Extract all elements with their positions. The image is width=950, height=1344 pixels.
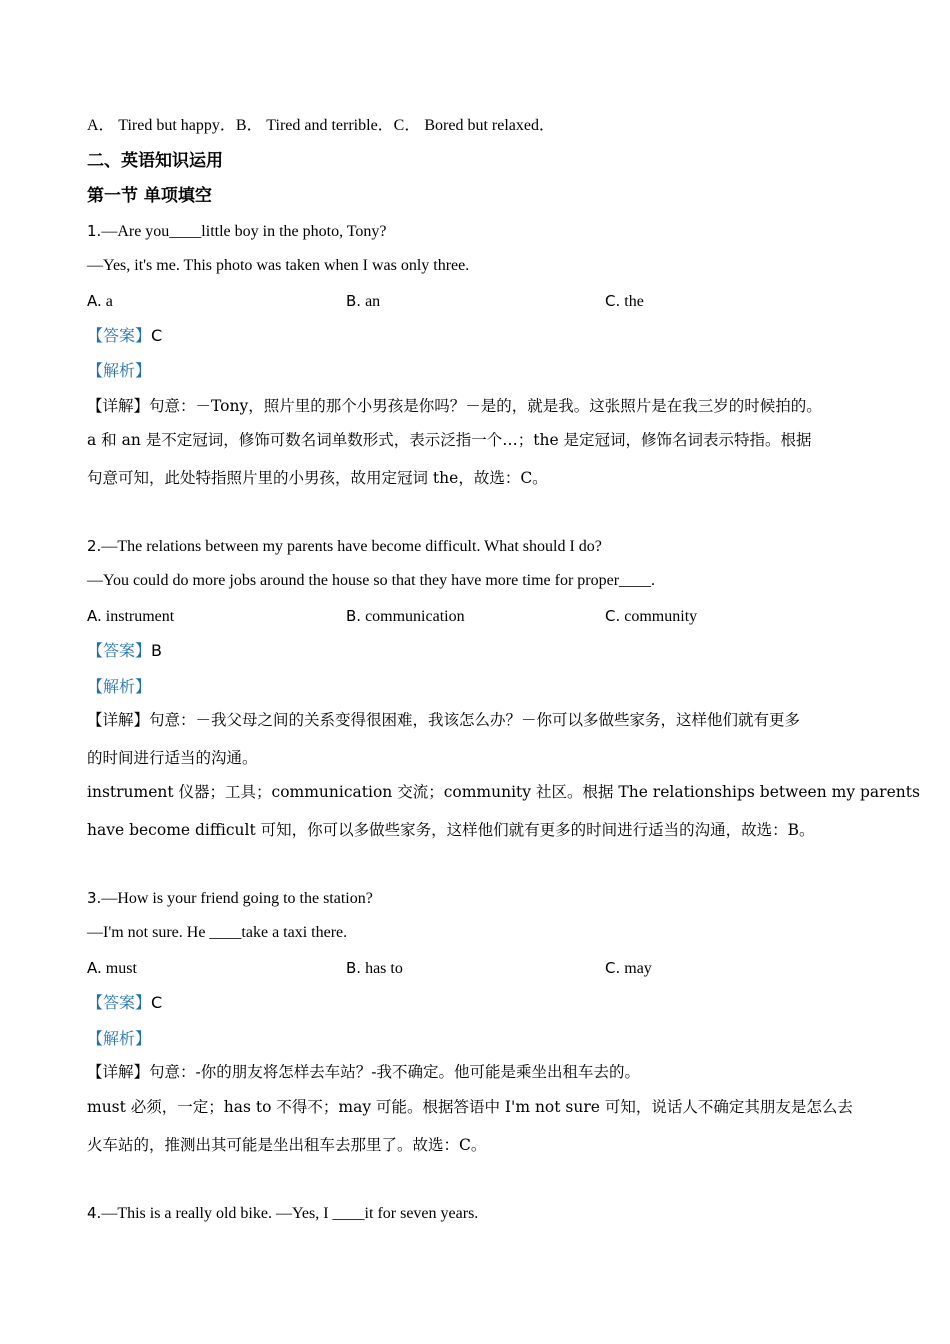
option-c: C. community xyxy=(605,607,698,625)
question-3-detail-1: 【详解】句意：-你的朋友将怎样去车站？-我不确定。他可能是乘坐出租车去的。 xyxy=(87,1063,640,1081)
question-2-detail-4: have become difficult 可知，你可以多做些家务，这样他们就有更多的时间进行适当的沟通，故选：B。 xyxy=(87,821,815,839)
question-2-detail-3: instrument 仪器；工具；communication 交流；community 社区。根据 The relationships between my parents xyxy=(87,783,920,801)
section-title: 二、英语知识运用 xyxy=(87,151,223,171)
question-3-stem: 3.—How is your friend going to the station? xyxy=(87,889,373,907)
question-number: 1. xyxy=(87,222,102,240)
question-number: 3. xyxy=(87,889,102,907)
question-2-analysis-label: 【解析】 xyxy=(87,677,152,696)
question-3-options xyxy=(87,958,877,978)
question-3-analysis-label: 【解析】 xyxy=(87,1029,152,1048)
question-3-answer: 【答案】C xyxy=(87,993,163,1012)
option-b: B. has to xyxy=(346,959,403,977)
question-3-detail-3: 火车站的，推测出其可能是坐出租车去那里了。故选：C。 xyxy=(87,1136,487,1154)
question-3-line-2: —I'm not sure. He ____take a taxi there. xyxy=(87,924,348,941)
question-1-detail-1: 【详解】句意：－Tony，照片里的那个小男孩是你吗？－是的，就是我。这张照片是在我三岁的时候拍的。 xyxy=(87,397,822,415)
option-c: C. may xyxy=(605,959,652,977)
question-1-detail-2: a 和 an 是不定冠词，修饰可数名词单数形式，表示泛指一个…；the 是定冠词，修饰名词表示特指。根据 xyxy=(87,431,812,449)
question-4-stem: 4.—This is a really old bike. —Yes, I ____it for seven years. xyxy=(87,1204,479,1222)
question-2-answer: 【答案】B xyxy=(87,641,162,660)
question-1-line-2: —Yes, it's me. This photo was taken when I was only three. xyxy=(87,257,470,274)
question-2-detail-1: 【详解】句意：－我父母之间的关系变得很困难，我该怎么办？－你可以多做些家务，这样他们就有更多 xyxy=(87,711,801,729)
question-2-options xyxy=(87,606,877,626)
option-a: A. instrument xyxy=(87,607,175,625)
option-a: A. must xyxy=(87,959,137,977)
question-2-detail-2: 的时间进行适当的沟通。 xyxy=(87,749,258,767)
subsection-title: 第一节 单项填空 xyxy=(87,186,212,206)
option-c: C. the xyxy=(605,292,644,310)
question-number: 4. xyxy=(87,1204,102,1222)
question-2-line-2: —You could do more jobs around the house so that they have more time for proper____. xyxy=(87,572,656,589)
question-2-stem: 2.—The relations between my parents have become difficult. What should I do? xyxy=(87,537,602,555)
question-3-detail-2: must 必须，一定；has to 不得不；may 可能。根据答语中 I'm not sure 可知，说话人不确定其朋友是怎么去 xyxy=(87,1098,853,1116)
option-b: B. an xyxy=(346,292,381,310)
option-a: A. a xyxy=(87,292,113,310)
question-1-analysis-label: 【解析】 xyxy=(87,361,152,380)
question-1-answer: 【答案】C xyxy=(87,326,163,345)
question-number: 2. xyxy=(87,537,102,555)
question-1-options xyxy=(87,291,877,311)
previous-question-options: A． Tired but happy．B． Tired and terrible．C． Bored but relaxed． xyxy=(87,117,555,134)
question-1-detail-3: 句意可知，此处特指照片里的小男孩，故用定冠词 the，故选：C。 xyxy=(87,469,548,487)
question-1-stem: 1.—Are you____little boy in the photo, Tony? xyxy=(87,222,387,240)
option-b: B. communication xyxy=(346,607,465,625)
